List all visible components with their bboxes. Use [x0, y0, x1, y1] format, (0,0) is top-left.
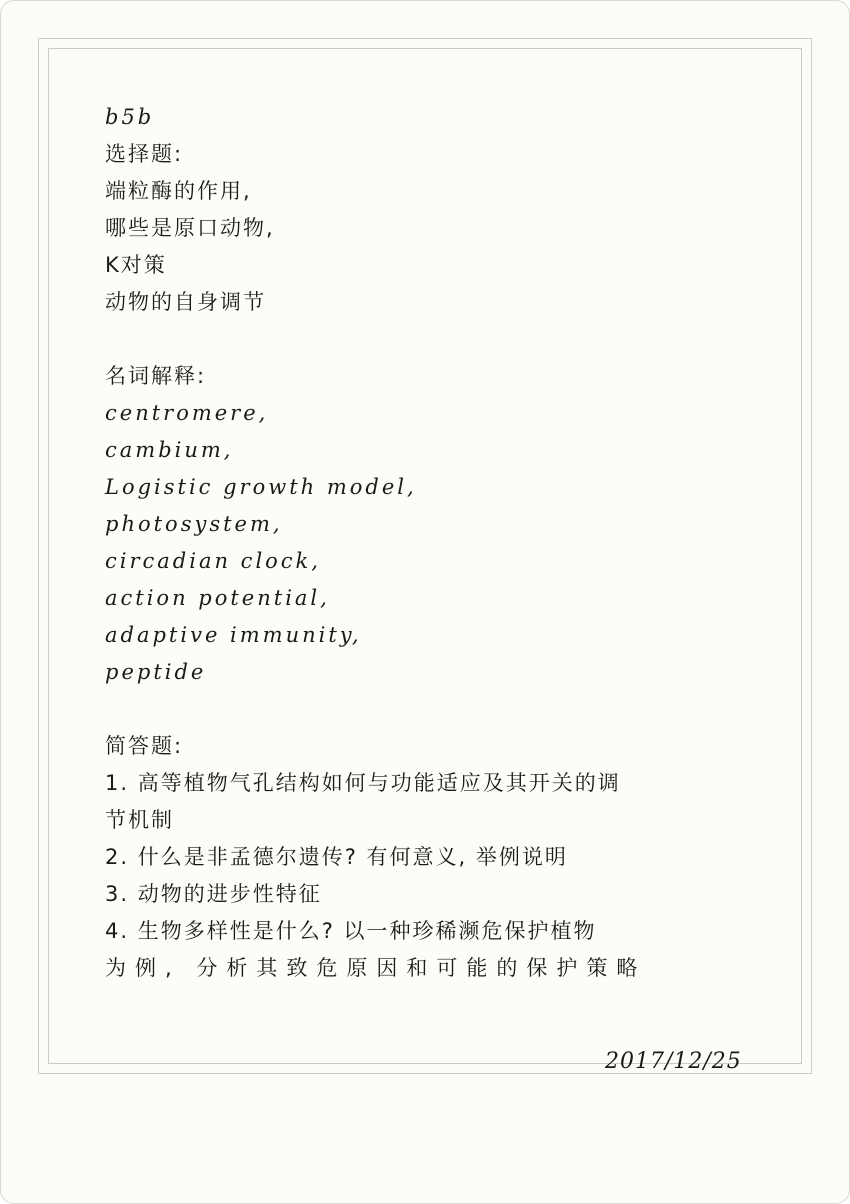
term-item: centromere, — [105, 401, 269, 425]
question-2: 2. 什么是非孟德尔遗传? 有何意义, 举例说明 — [105, 845, 568, 869]
term-item: Logistic growth model, — [105, 475, 417, 499]
choice-item: 端粒酶的作用, — [105, 179, 252, 203]
term-item: action potential, — [105, 586, 330, 610]
note-date: 2017/12/25 — [605, 1049, 742, 1074]
term-item: circadian clock, — [105, 549, 321, 573]
note-body — [105, 99, 755, 987]
term-item: adaptive immunity, — [105, 623, 362, 647]
term-item: photosystem, — [105, 512, 283, 536]
choice-item: 哪些是原口动物, — [105, 216, 275, 240]
question-3: 3. 动物的进步性特征 — [105, 882, 322, 906]
question-4-line-2: 为例, 分析其致危原因和可能的保护策略 — [105, 956, 647, 980]
term-item: peptide — [105, 660, 207, 684]
choice-item: 动物的自身调节 — [105, 290, 266, 314]
short-answer-heading: 简答题: — [105, 734, 184, 758]
section-gap — [105, 321, 755, 358]
choice-heading: 选择题: — [105, 142, 184, 166]
choice-item: K对策 — [105, 253, 167, 277]
section-gap — [105, 691, 755, 728]
question-1-line-2: 节机制 — [105, 808, 174, 832]
terms-heading: 名词解释: — [105, 364, 207, 388]
question-4-line-1: 4. 生物多样性是什么? 以一种珍稀濒危保护植物 — [105, 919, 597, 943]
term-item: cambium, — [105, 438, 234, 462]
question-1-line-1: 1. 高等植物气孔结构如何与功能适应及其开关的调 — [105, 771, 621, 795]
note-code: b5b — [105, 105, 155, 129]
